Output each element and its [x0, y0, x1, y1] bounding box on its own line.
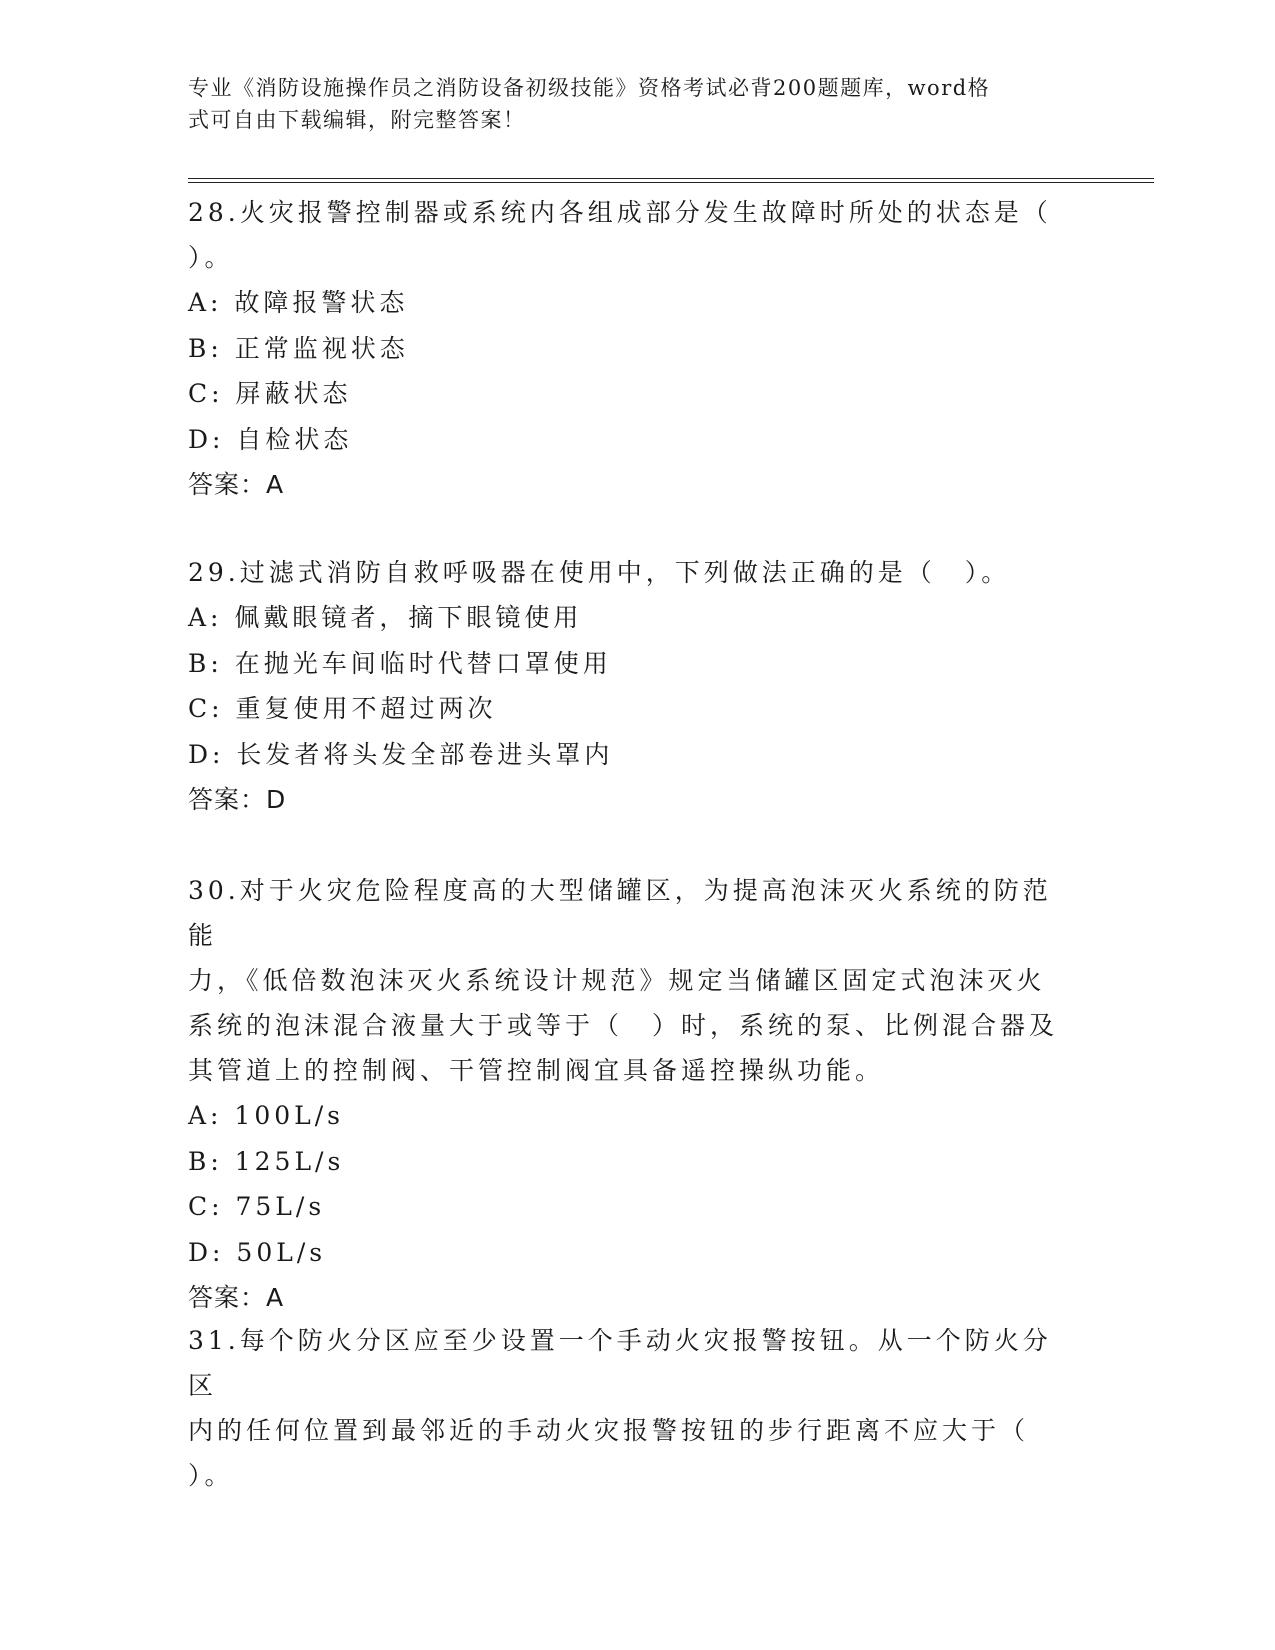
- option-a: A: 佩戴眼镜者，摘下眼镜使用: [188, 603, 583, 632]
- question-28: [188, 190, 1068, 507]
- option-c: C: 重复使用不超过两次: [188, 694, 497, 723]
- option-a: A: 100L/s: [188, 1101, 344, 1130]
- option-b: B: 正常监视状态: [188, 333, 409, 363]
- option-c: C: 屏蔽状态: [188, 379, 352, 408]
- header-divider-bottom: [188, 182, 1154, 183]
- document-header: [188, 72, 1068, 136]
- question-30: [188, 868, 1068, 1320]
- header-line-2: 式可自由下载编辑，附完整答案！: [188, 108, 526, 132]
- question-stem-line: 30.对于火灾危险程度高的大型储罐区，为提高泡沫灭火系统的防范能: [188, 876, 1052, 950]
- answer-label: 答案：A: [188, 470, 285, 499]
- option-b: B: 在抛光车间临时代替口罩使用: [188, 648, 612, 678]
- answer-label: 答案：D: [188, 785, 287, 814]
- option-c: C: 75L/s: [188, 1192, 326, 1221]
- header-line-1: 专业《消防设施操作员之消防设备初级技能》资格考试必背200题题库，word格: [188, 76, 991, 100]
- question-stem-line: 内的任何位置到最邻近的手动火灾报警按钮的步行距离不应大于（: [188, 1416, 1030, 1445]
- question-stem-line: 29.过滤式消防自救呼吸器在使用中，下列做法正确的是（ ）。: [188, 558, 1011, 587]
- question-stem-line: 系统的泡沫混合液量大于或等于（ ）时，系统的泵、比例混合器及: [188, 1011, 1059, 1040]
- option-b: B: 125L/s: [188, 1146, 345, 1176]
- question-stem-line: ）。: [188, 243, 234, 272]
- option-a: A: 故障报警状态: [188, 288, 409, 317]
- question-stem-line: 其管道上的控制阀、干管控制阀宜具备遥控操纵功能。: [188, 1056, 885, 1085]
- question-29: [188, 550, 1068, 822]
- question-stem-line: 力，《低倍数泡沫灭火系统设计规范》规定当储罐区固定式泡沫灭火: [188, 966, 1046, 995]
- option-d: D: 长发者将头发全部卷进头罩内: [188, 739, 614, 769]
- question-stem-line: ）。: [188, 1461, 234, 1490]
- header-divider-top: [188, 178, 1154, 179]
- option-d: D: 50L/s: [188, 1237, 327, 1267]
- option-d: D: 自检状态: [188, 424, 353, 454]
- question-stem-line: 28.火灾报警控制器或系统内各组成部分发生故障时所处的状态是（: [188, 198, 1052, 227]
- question-31: [188, 1318, 1068, 1498]
- question-stem-line: 31.每个防火分区应至少设置一个手动火灾报警按钮。从一个防火分区: [188, 1326, 1052, 1400]
- answer-label: 答案：A: [188, 1283, 285, 1312]
